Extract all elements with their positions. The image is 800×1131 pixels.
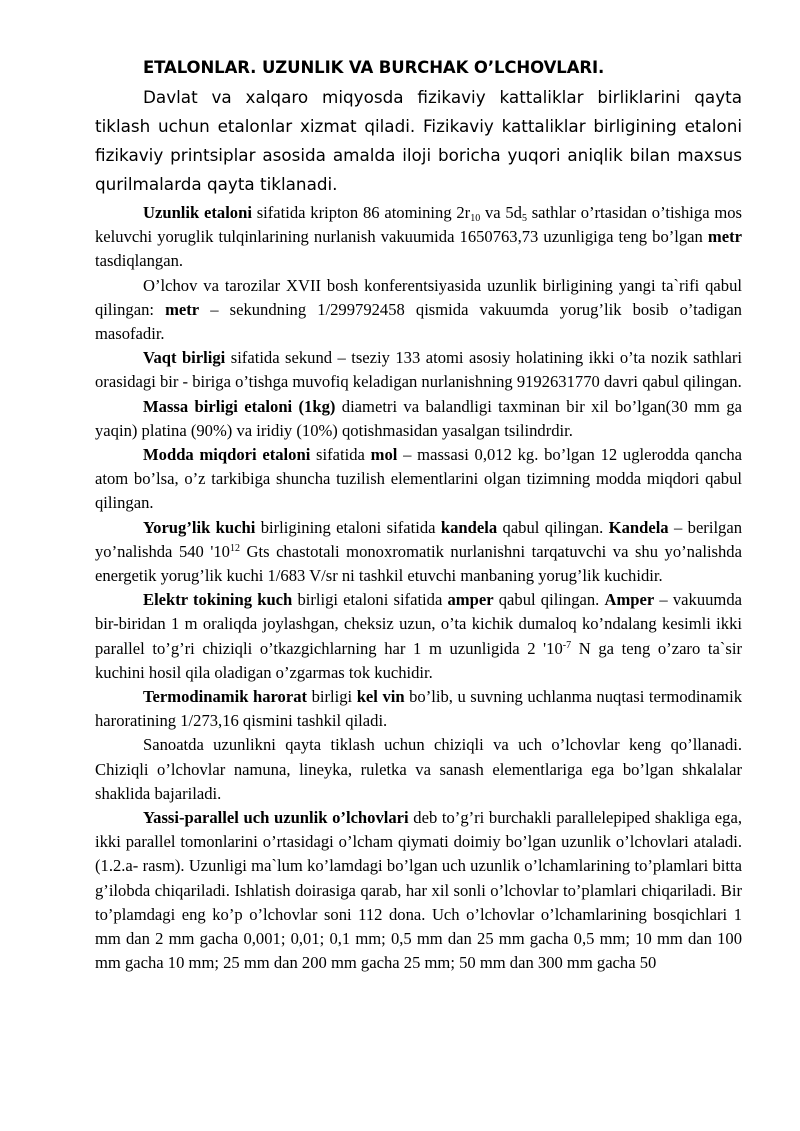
document-page xyxy=(95,58,742,976)
bold-term: metr xyxy=(707,227,742,247)
page-title: ETALONLAR. UZUNLIK VA BURCHAK O’LCHOVLARI. xyxy=(143,58,605,77)
paragraph-industry-measures: Sanoatda uzunlikni qayta tiklash uchun chiziqli va uch o’lchovlar keng qo’llanadi. Chiziqli o’lchovlar namuna, lineyka, ruletka va sanash elementlariga ega bo’lgan shkalalar shaklida bajariladi. xyxy=(95,735,742,803)
paragraph-electric-current: Elektr tokining kuch birligi etaloni sifatida amper qabul qilingan. Amper – vakuumda bir-biridan 1 m oraliqda joylashgan, cheksiz uzun, o’ta kichik dumaloq ko’ndalang kesimli ikki parallel to’g’ri chiziqli o’tkazgichlarning har 1 m uzunligida 2 '$10^{-7}$ N ga teng o’zaro ta`sir kuchini hosil qila oladigan o’zgarmas tok kuchidir. xyxy=(95,590,742,682)
bold-term: Massa birligi etaloni (1kg) xyxy=(143,396,336,416)
bold-term: Yorug’lik kuchi xyxy=(143,517,256,537)
bold-term: Elektr tokining kuch xyxy=(143,590,293,610)
bold-term: amper xyxy=(447,590,494,610)
bold-term: mol xyxy=(370,445,398,465)
bold-term: Amper xyxy=(604,590,655,610)
paragraph-mass-standard: Massa birligi etaloni (1kg) diametri va balandligi taxminan bir xil bo’lgan(30 mm ga yaqin) platina (90%) va iridiy (10%) qotishmasidan yasalgan tsilindrdir. xyxy=(95,396,742,440)
bold-term: Yassi-parallel uch uzunlik o’lchovlari xyxy=(143,808,409,828)
bold-term: Modda miqdori etaloni xyxy=(143,445,311,465)
paragraph-metre-definition: O’lchov va tarozilar XVII bosh konferentsiyasida uzunlik birligining yangi ta`rifi qabul qilingan: metr – sekundning 1/299792458 qismida vakuumda yorug’lik bosib o’tadigan masofadir. xyxy=(95,275,742,344)
paragraph-length-standard: Uzunlik etaloni sifatida kripton 86 atomining $2r_{10}$ va $5d_5$ sathlar o’rtasidan o’tishiga mos keluvchi yoruglik tulqinlarining nurlanish vakuumida 1650763,73 uzunligiga teng bo’lgan metr tasdiqlangan. xyxy=(95,203,742,271)
paragraph-time-unit: Vaqt birligi sifatida sekund – tseziy 133 atomi asosiy holatining ikki o’ta nozik sathlari orasidagi bir - biriga o’tishga muvofiq keladigan nurlanishning 9192631770 davri qabul qilingan. xyxy=(95,348,742,392)
bold-term: Uzunlik etaloni xyxy=(143,203,252,222)
paragraph-luminous-intensity: Yorug’lik kuchi birligining etaloni sifatida kandela qabul qilingan. Kandela – berilgan yo’nalishda 540 '$10^{12}$ Gts chastotali monoxromatik nurlanishni tarqatuvchi va shu yo’nalishda energetik yorug’lik kuchi 1/683 V/sr ni tashkil etuvchi manbaning yorug’lik kuchidir. xyxy=(95,517,743,586)
bold-term: kel vin xyxy=(356,687,405,707)
bold-term: Kandela xyxy=(608,517,669,537)
paragraph-thermodynamic-temperature: Termodinamik harorat birligi kel vin bo’lib, u suvning uchlanma nuqtasi termodinamik haroratining 1/273,16 qismini tashkil qiladi. xyxy=(95,687,742,731)
bold-term: kandela xyxy=(440,517,498,537)
bold-term: Termodinamik harorat xyxy=(143,687,308,707)
paragraph-gauge-blocks: Yassi-parallel uch uzunlik o’lchovlari deb to’g’ri burchakli parallelepiped shakliga ega, ikki parallel tomonlarini o’rtasidagi o’lcham qiymati doimiy bo’lgan uzunlik o’lchovlari ataladi. (1.2.a- rasm). Uzunligi ma`lum ko’lamdagi bo’lgan uch uzunlik o’lchamlarining to’plamlari bitta g’ilobda chiqariladi. Ishlatish doirasiga qarab, har xil sonli o’lchovlar to’plamlari chiqariladi. Bir to’plamdagi eng ko’p o’lchovlar soni 112 dona. Uch o’lchovlar o’lchamlarining bosqichlari 1 mm dan 2 mm gacha 0,001; 0,01; 0,1 mm; 0,5 mm dan 25 mm gacha 0,5 mm; 10 mm dan 100 mm gacha 10 mm; 25 mm dan 200 mm gacha 25 mm; 50 mm dan 300 mm gacha 50 xyxy=(95,808,742,973)
paragraph-amount-of-substance: Modda miqdori etaloni sifatida mol – massasi 0,012 kg. bo’lgan 12 uglerodda qancha atom bo’lsa, o’z tarkibiga shuncha tuzilish elementlarini olgan tizimning modda miqdori qabul qilingan. xyxy=(95,445,742,513)
bold-term: metr xyxy=(165,299,200,319)
bold-term: Vaqt birligi xyxy=(143,348,226,368)
intro-paragraph: Davlat va xalqaro miqyosda fizikaviy kattaliklar birliklarini qayta tiklash uchun etalonlar xizmat qiladi. Fizikaviy kattaliklar birligining etaloni fizikaviy printsiplar asosida amalda iloji boricha yuqori aniqlik bilan maxsus qurilmalarda qayta tiklanadi. xyxy=(95,87,742,194)
